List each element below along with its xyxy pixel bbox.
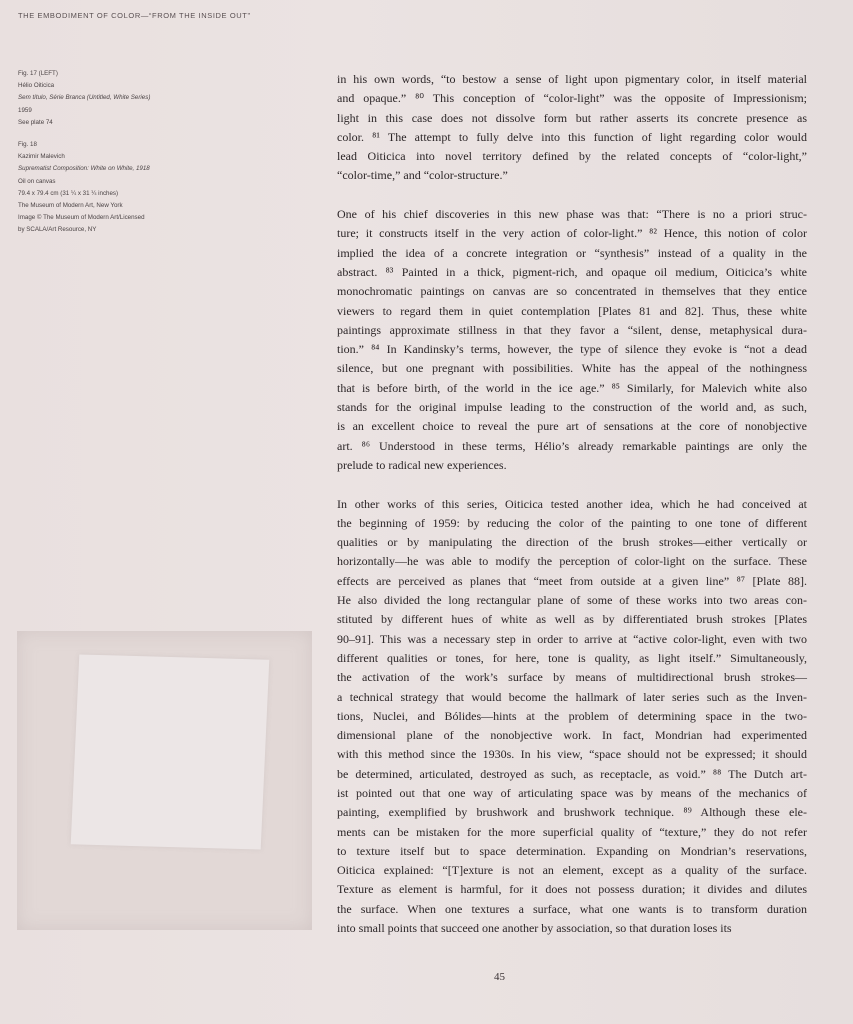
text-line: the beginning of 1959: by reducing the color of the painting to one tone of different bbox=[337, 515, 807, 530]
caption-line: Hélio Oiticica bbox=[18, 82, 55, 90]
paragraph bbox=[337, 205, 807, 475]
caption-line: 79.4 x 79.4 cm (31 ¼ x 31 ¼ inches) bbox=[18, 189, 119, 197]
caption-block bbox=[18, 139, 188, 237]
caption-line: 1959 bbox=[18, 106, 32, 114]
caption-line: Oil on canvas bbox=[18, 177, 56, 185]
caption-line: Sem título, Série Branca (Untitled, White Series) bbox=[18, 94, 151, 102]
text-line: He also divided the long rectangular plane of some of these works into two areas con- bbox=[337, 593, 807, 608]
text-line: the activation of the work’s surface by means of multidirectional brush strokes— bbox=[337, 670, 807, 685]
text-line: One of his chief discoveries in this new phase was that: “There is no a priori struc- bbox=[337, 207, 807, 222]
page-number: 45 bbox=[494, 971, 505, 983]
text-line: in his own words, “to bestow a sense of light upon pigmentary color, in itself material bbox=[337, 72, 807, 86]
caption-line: by SCALA/Art Resource, NY bbox=[18, 226, 97, 234]
text-line: Texture as element is harmful, for it does not possess duration; it divides and dilutes bbox=[337, 882, 807, 897]
text-line: In other works of this series, Oiticica tested another idea, which he had conceived at bbox=[337, 496, 807, 511]
text-line: dimensional plane of the nonobjective work. In fact, Mondrian had experimented bbox=[337, 728, 807, 743]
text-line: ture; it constructs itself in the very action of color-light.” ⁸² Hence, this notion of color bbox=[337, 226, 807, 241]
text-line: abstract. ⁸³ Painted in a thick, pigment-rich, and opaque oil medium, Oiticica’s white bbox=[337, 264, 807, 279]
text-line: viewers to regard them in quiet contemplation [Plates 81 and 82]. Thus, these white bbox=[337, 303, 807, 318]
text-line: stands for the original impulse leading to the construction of the world and, as such, bbox=[337, 400, 807, 415]
text-line: the surface. When one textures a surface, what one wants is to transform duration bbox=[337, 901, 807, 916]
paragraph bbox=[337, 495, 807, 939]
caption-line: Suprematist Composition: White on White, 1918 bbox=[18, 165, 150, 173]
text-line: qualities or by manipulating the direction of the brush strokes—either vertically or bbox=[337, 535, 807, 550]
text-line: painting, exemplified by brushwork and brushwork technique. ⁸⁹ Although these ele- bbox=[337, 805, 807, 820]
caption-line: See plate 74 bbox=[18, 118, 53, 126]
text-line: silence, but one pregnant with possibilities. White has the appeal of the nothingness bbox=[337, 361, 807, 376]
text-line: 90–91]. This was a necessary step in order to arrive at “active color-light, even with two bbox=[337, 631, 807, 646]
text-line: light in this case does not dissolve form but rather asserts its concrete presence as bbox=[337, 110, 807, 125]
text-line: “color-time,” and “color-structure.” bbox=[337, 168, 508, 183]
text-line: tion.” ⁸⁴ In Kandinsky’s terms, however, the type of silence they evoke is “not a dead bbox=[337, 342, 807, 357]
caption-block bbox=[18, 68, 188, 129]
caption-line: Fig. 17 (LEFT) bbox=[18, 70, 58, 77]
text-line: is an excellent choice to reveal the pure art of sensations at the core of nonobjective bbox=[337, 419, 807, 434]
text-line: prelude to radical new experiences. bbox=[337, 457, 507, 472]
text-line: color. ⁸¹ The attempt to fully delve into this function of light regarding color would bbox=[337, 129, 807, 144]
text-line: implied the idea of a concrete integration or “synthesis” instead of a quality in the bbox=[337, 245, 807, 260]
malevich-artwork-image bbox=[17, 631, 312, 930]
text-line: different qualities or tones, for here, tone is quality, as light itself.” Simultaneously, bbox=[337, 650, 807, 665]
text-line: be determined, articulated, destroyed as such, as receptacle, as void.” ⁸⁸ The Dutch art- bbox=[337, 766, 807, 781]
text-line: ments can be mistaken for the more superficial quality of “texture,” they do not refer bbox=[337, 824, 807, 839]
text-line: into small points that succeed one another by association, so that duration loses its bbox=[337, 921, 732, 936]
caption-line: The Museum of Modern Art, New York bbox=[18, 202, 123, 210]
paragraph-gap bbox=[337, 475, 807, 494]
text-line: ist pointed out that one way of articulating space was by means of the mechanics of bbox=[337, 785, 807, 800]
text-line: effects are perceived as planes that “meet from outside at a given line” ⁸⁷ [Plate 88]. bbox=[337, 573, 807, 588]
text-line: tions, Nuclei, and Bólides—hints at the problem of determining space in the two- bbox=[337, 708, 807, 723]
text-line: horizontally—he was able to modify the perception of color-light on the surface. These bbox=[337, 554, 807, 569]
text-line: with this method since the 1930s. In his view, “space should not be expressed; it should bbox=[337, 747, 807, 762]
text-line: and opaque.” ⁸⁰ This conception of “color-light” was the opposite of Impressionism; bbox=[337, 91, 807, 106]
text-line: art. ⁸⁶ Understood in these terms, Hélio’s already remarkable paintings are only the bbox=[337, 438, 807, 453]
text-line: monochromatic paintings on canvas are so concentrated in themselves that they entice bbox=[337, 284, 807, 299]
text-line: a technical strategy that would become the hallmark of later series such as the Inven- bbox=[337, 689, 807, 704]
text-line: stituted by different hues of white as well as by differentiated brush strokes [Plates bbox=[337, 612, 807, 627]
white-square bbox=[71, 654, 270, 849]
paragraph bbox=[337, 70, 807, 186]
text-line: lead Oiticica into novel territory defined by the related concepts of “color-light,” bbox=[337, 149, 807, 164]
text-line: Oiticica explained: “[T]exture is not an element, except as a quality of the surface. bbox=[337, 863, 807, 878]
text-line: to texture itself but to space determination. Expanding on Mondrian’s reservations, bbox=[337, 843, 807, 858]
caption-line: Image © The Museum of Modern Art/Licensed bbox=[18, 214, 145, 222]
paragraph-gap bbox=[337, 186, 807, 205]
text-line: that is before birth, of the world in the ice age.” ⁸⁵ Similarly, for Malevich white also bbox=[337, 380, 807, 395]
caption-line: Kazimir Malevich bbox=[18, 153, 65, 161]
figure-captions bbox=[18, 68, 188, 247]
body-text bbox=[337, 70, 807, 938]
running-head: THE EMBODIMENT OF COLOR—“FROM THE INSIDE OUT” bbox=[18, 11, 251, 20]
caption-line: Fig. 18 bbox=[18, 141, 37, 149]
text-line: paintings approximate stillness in that they favor a “silent, dense, metaphysical dura- bbox=[337, 322, 807, 337]
